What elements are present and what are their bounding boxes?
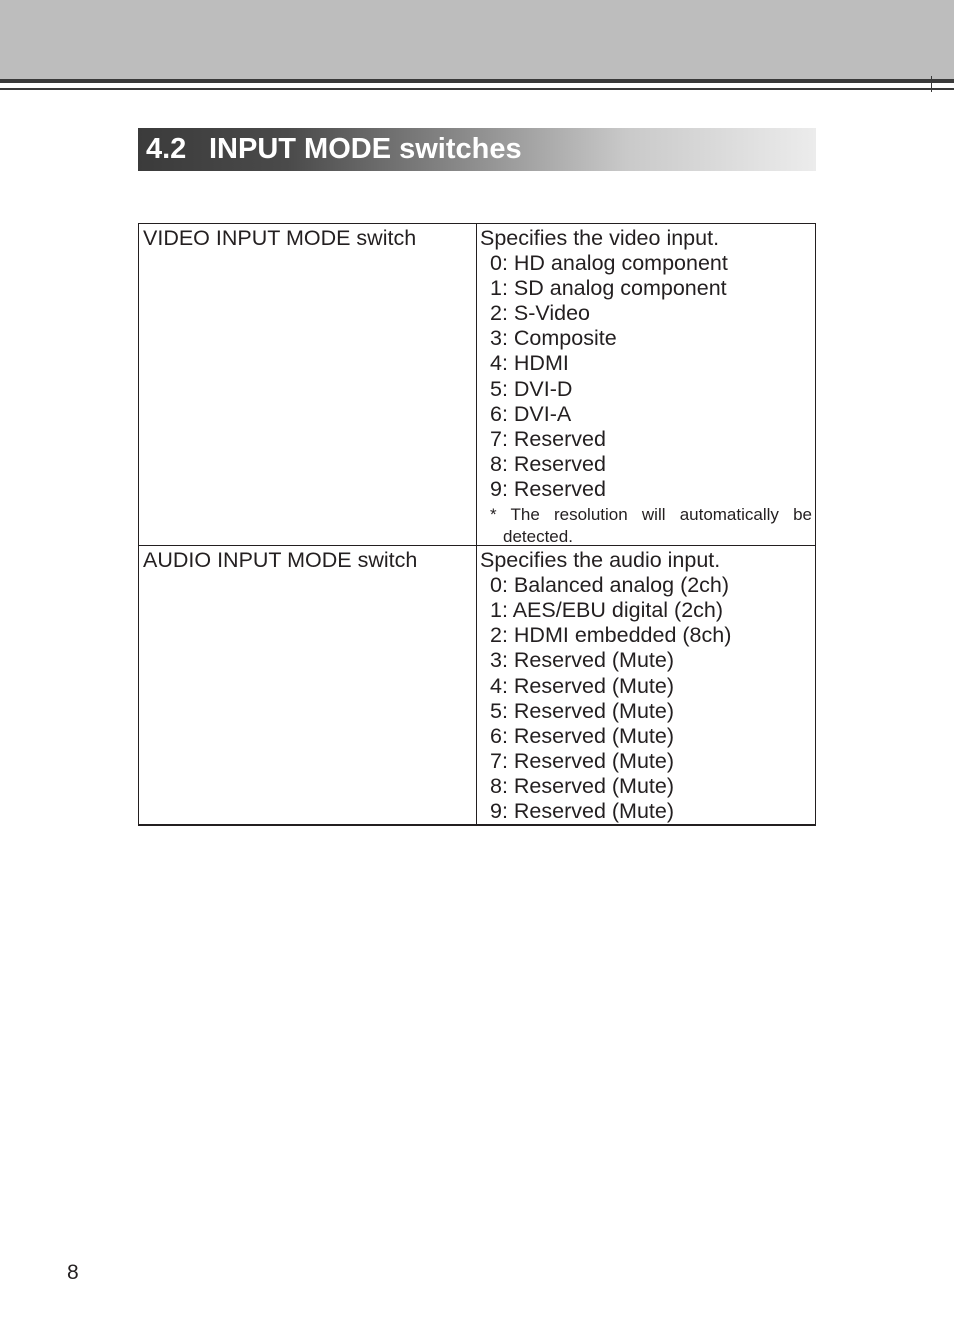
section-title: INPUT MODE switches bbox=[209, 133, 522, 165]
switch-name: VIDEO INPUT MODE switch bbox=[143, 226, 417, 250]
option-list bbox=[480, 251, 812, 502]
resolution-note: * The resolution will automatically be bbox=[490, 505, 812, 525]
switch-description-cell bbox=[477, 224, 816, 546]
list-item: 6: DVI-A bbox=[490, 401, 572, 426]
option-list bbox=[480, 573, 812, 824]
switch-description: Specifies the video input. bbox=[480, 226, 720, 250]
switch-description: Specifies the audio input. bbox=[480, 548, 721, 573]
list-item: 3: Reserved (Mute) bbox=[490, 648, 675, 673]
list-item: 5: DVI-D bbox=[490, 376, 573, 401]
list-item: 9: Reserved bbox=[490, 476, 606, 501]
list-item: 0: Balanced analog (2ch) bbox=[490, 573, 730, 598]
header-rule-thick bbox=[0, 79, 954, 83]
header-rule-thin bbox=[0, 88, 954, 90]
list-item: 4: Reserved (Mute) bbox=[490, 673, 675, 698]
section-heading bbox=[138, 128, 816, 171]
header-rule-tick bbox=[931, 76, 932, 92]
list-item: 0: HD analog component bbox=[490, 251, 728, 276]
list-item: 1: SD analog component bbox=[490, 276, 727, 301]
switch-description-cell bbox=[477, 546, 816, 826]
list-item: 2: HDMI embedded (8ch) bbox=[490, 623, 732, 648]
list-item: 7: Reserved bbox=[490, 426, 606, 451]
switch-name: AUDIO INPUT MODE switch bbox=[143, 548, 418, 573]
list-item: 2: S-Video bbox=[490, 301, 591, 326]
switch-name-cell bbox=[139, 546, 477, 826]
switch-name-cell bbox=[139, 224, 477, 546]
table-row-audio bbox=[139, 546, 816, 826]
section-number: 4.2 bbox=[146, 133, 187, 165]
list-item: 6: Reserved (Mute) bbox=[490, 723, 675, 748]
list-item: 3: Composite bbox=[490, 326, 617, 351]
header-band bbox=[0, 0, 954, 79]
resolution-note-continued: detected. bbox=[503, 527, 573, 547]
list-item: 8: Reserved bbox=[490, 451, 606, 476]
list-item: 5: Reserved (Mute) bbox=[490, 698, 675, 723]
list-item: 8: Reserved (Mute) bbox=[490, 773, 675, 798]
input-mode-table bbox=[138, 223, 816, 826]
list-item: 1: AES/EBU digital (2ch) bbox=[490, 598, 724, 623]
table-row-video bbox=[139, 224, 816, 546]
list-item: 9: Reserved (Mute) bbox=[490, 798, 675, 823]
list-item: 4: HDMI bbox=[490, 351, 569, 376]
page-number: 8 bbox=[67, 1261, 79, 1284]
list-item: 7: Reserved (Mute) bbox=[490, 748, 675, 773]
